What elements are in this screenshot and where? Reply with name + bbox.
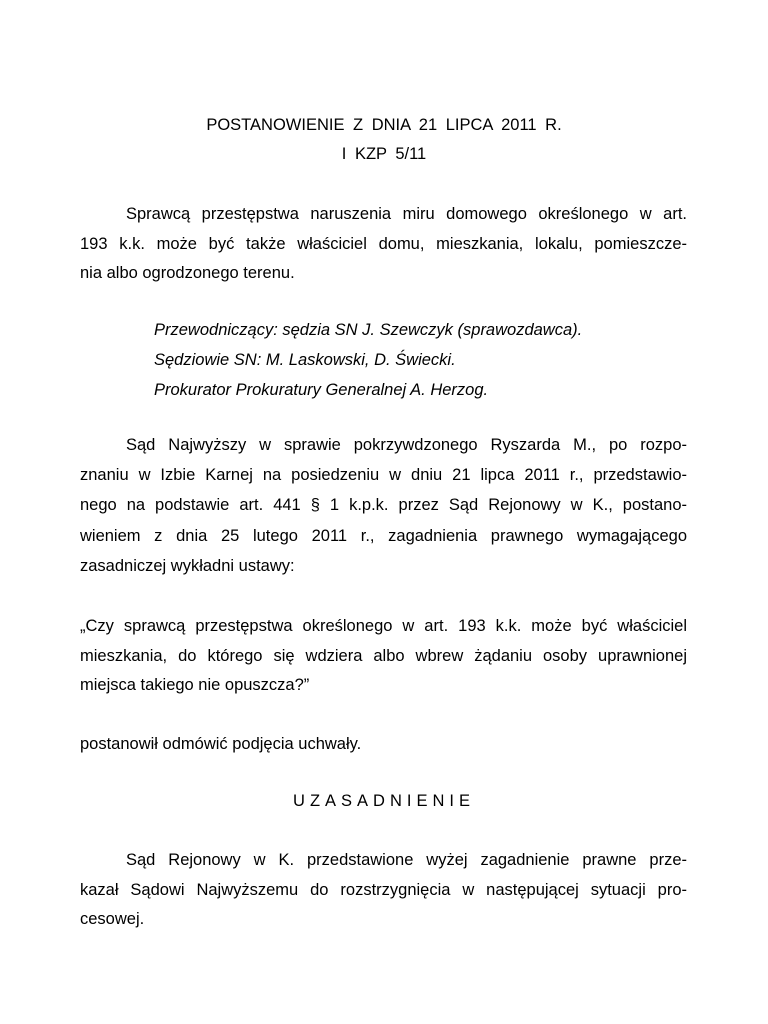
thesis-line: nia albo ogrodzonego terenu. — [80, 264, 295, 282]
justification-line: Sąd Rejonowy w K. przedstawione wyżej zagadnienie prawne prze- — [126, 851, 687, 869]
intro-line: zasadniczej wykładni ustawy: — [80, 557, 295, 575]
question-line: miejsca takiego nie opuszcza?” — [80, 676, 310, 694]
panel-judges: Sędziowie SN: M. Laskowski, D. Świecki. — [154, 351, 456, 369]
panel-prosecutor: Prokurator Prokuratury Generalnej A. Herzog. — [154, 381, 489, 399]
question-line: „Czy sprawcą przestępstwa określonego w art. 193 k.k. może być właściciel — [80, 617, 687, 635]
intro-line: wieniem z dnia 25 lutego 2011 r., zagadnienia prawnego wymagającego — [80, 527, 687, 545]
document-title: POSTANOWIENIE Z DNIA 21 LIPCA 2011 R. — [206, 116, 562, 134]
thesis-line: Sprawcą przestępstwa naruszenia miru domowego określonego w art. — [126, 205, 687, 223]
question-line: mieszkania, do którego się wdziera albo wbrew żądaniu osoby uprawnionej — [80, 647, 687, 665]
thesis-line: 193 k.k. może być także właściciel domu, mieszkania, lokalu, pomieszcze- — [80, 235, 687, 253]
case-number: I KZP 5/11 — [341, 145, 427, 163]
justification-line: kazał Sądowi Najwyższemu do rozstrzygnięcia w następującej sytuacji pro- — [80, 881, 687, 899]
panel-chair: Przewodniczący: sędzia SN J. Szewczyk (sprawozdawca). — [154, 321, 583, 339]
intro-line: nego na podstawie art. 441 § 1 k.p.k. przez Sąd Rejonowy w K., postano- — [80, 496, 687, 514]
decision: postanowił odmówić podjęcia uchwały. — [80, 735, 362, 753]
justification-line: cesowej. — [80, 910, 145, 928]
intro-line: znaniu w Izbie Karnej na posiedzeniu w dniu 21 lipca 2011 r., przedstawio- — [80, 466, 687, 484]
justification-heading: UZASADNIENIE — [293, 792, 475, 810]
intro-line: Sąd Najwyższy w sprawie pokrzywdzonego Ryszarda M., po rozpo- — [126, 436, 687, 454]
